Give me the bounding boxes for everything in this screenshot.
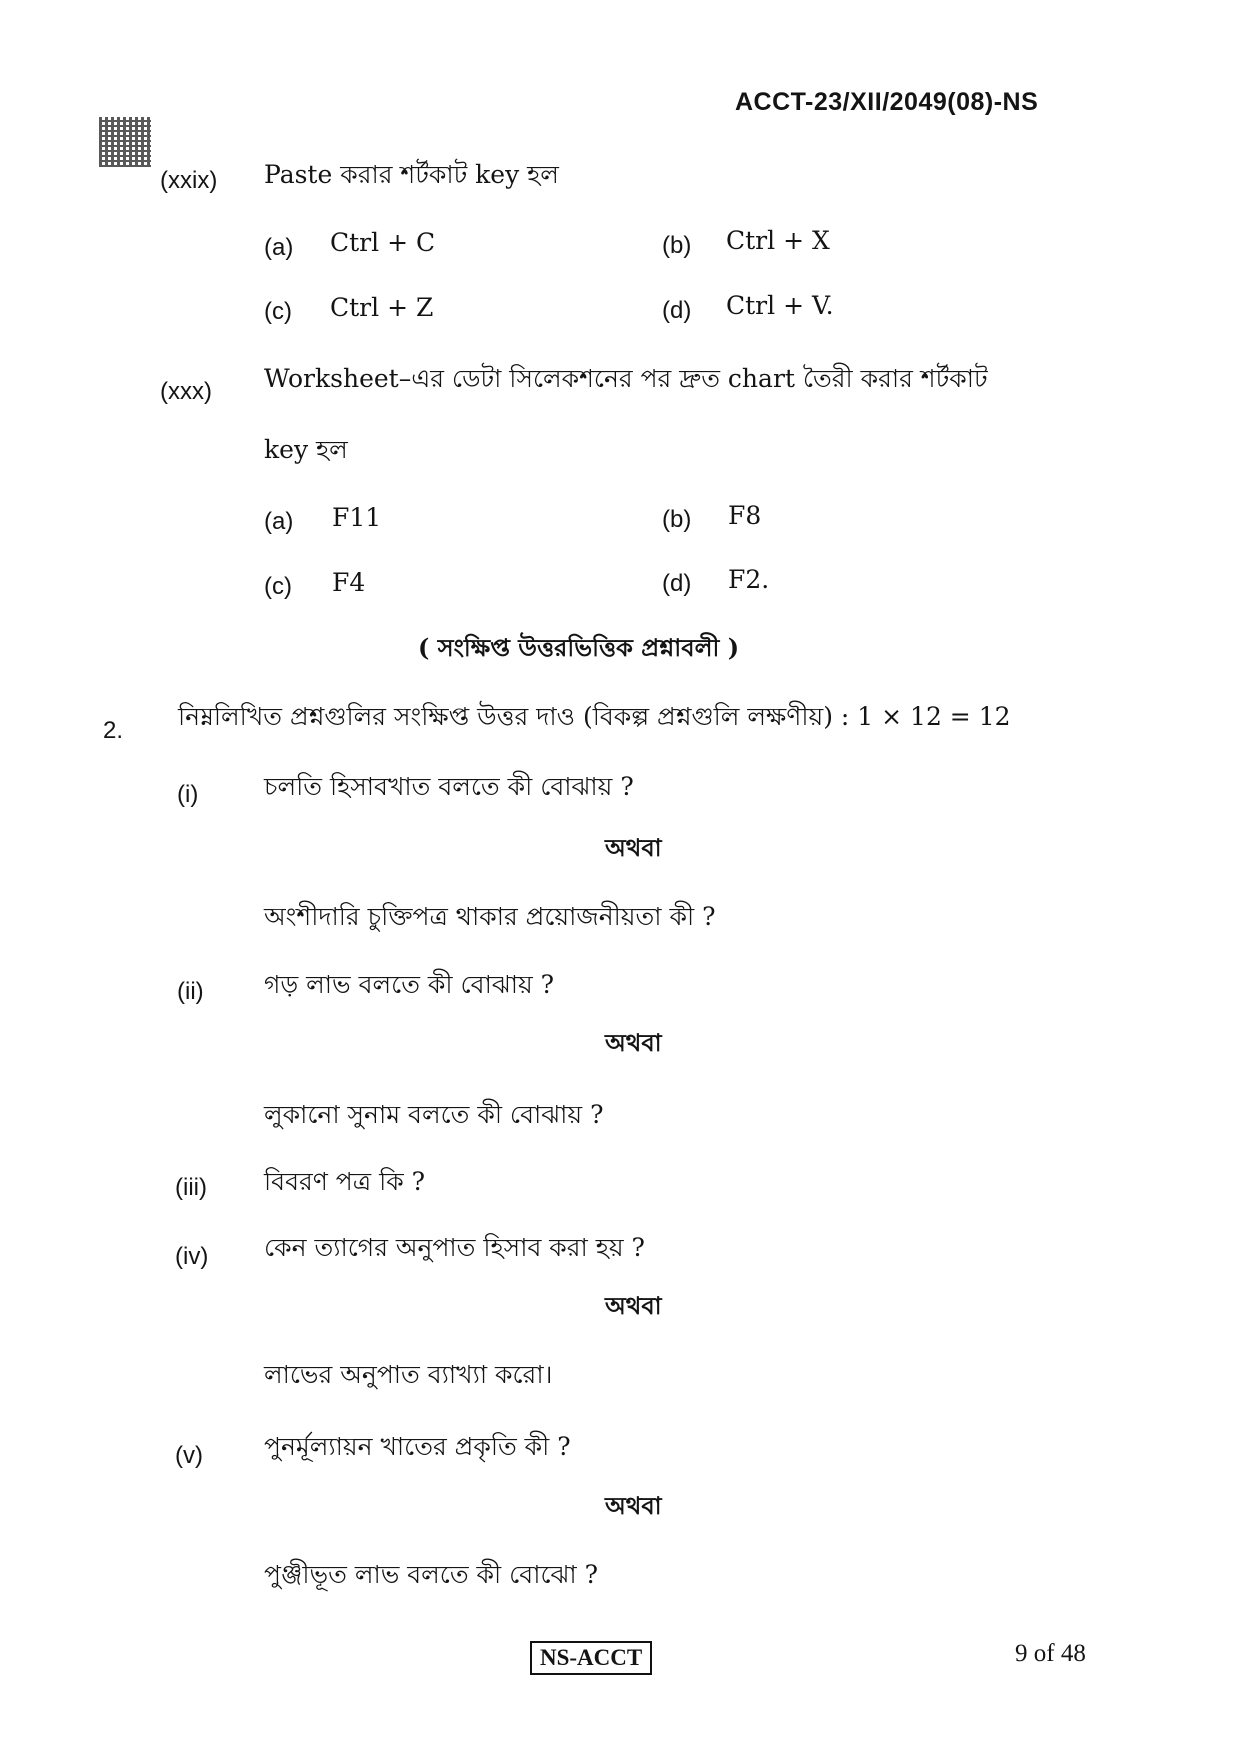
footer-subject-box: NS-ACCT [530, 1641, 652, 1675]
subquestion-number: (ii) [177, 978, 204, 1005]
question-number: (xxix) [160, 167, 218, 194]
option-text: Ctrl + V. [726, 291, 834, 320]
option-text: F8 [728, 501, 762, 530]
option-text: F4 [332, 568, 366, 597]
option-label: (d) [662, 297, 692, 324]
option-label: (c) [264, 573, 292, 600]
qr-code-icon [99, 117, 151, 167]
option-text: Ctrl + Z [330, 293, 434, 322]
or-label: অথবা [605, 833, 662, 862]
option-text: Ctrl + X [726, 226, 830, 255]
option-text: F2. [728, 565, 770, 594]
question-text: key হল [264, 435, 348, 464]
option-label: (c) [264, 298, 292, 325]
subquestion-alt-text: অংশীদারি চুক্তিপত্র থাকার প্রয়োজনীয়তা কী ? [264, 902, 716, 931]
option-label: (b) [662, 232, 692, 259]
subquestion-text: কেন ত্যাগের অনুপাত হিসাব করা হয় ? [264, 1233, 645, 1262]
option-label: (b) [662, 506, 692, 533]
option-label: (d) [662, 570, 692, 597]
question-text: Worksheet–এর ডেটা সিলেকশনের পর দ্রুত chart তৈরী করার শর্টকাট [264, 364, 988, 393]
subquestion-number: (i) [177, 781, 199, 808]
page-number: 9 of 48 [1015, 1640, 1086, 1667]
subquestion-text: চলতি হিসাবখাত বলতে কী বোঝায় ? [264, 772, 634, 801]
or-label: অথবা [605, 1028, 662, 1057]
subquestion-text: বিবরণ পত্র কি ? [264, 1167, 426, 1196]
subquestion-number: (iv) [175, 1243, 209, 1270]
option-label: (a) [264, 508, 294, 535]
question-text: Paste করার শর্টকাট key হল [264, 160, 559, 189]
subquestion-number: (iii) [175, 1174, 207, 1201]
paper-code: ACCT-23/XII/2049(08)-NS [735, 88, 1039, 116]
question-number: 2. [103, 717, 124, 744]
subquestion-text: গড় লাভ বলতে কী বোঝায় ? [264, 970, 555, 999]
section-heading: ( সংক্ষিপ্ত উত্তরভিত্তিক প্রশ্নাবলী ) [418, 633, 740, 662]
or-label: অথবা [605, 1491, 662, 1520]
subquestion-alt-text: পুঞ্জীভূত লাভ বলতে কী বোঝো ? [264, 1560, 599, 1589]
subquestion-number: (v) [175, 1442, 203, 1469]
question-instruction: নিম্নলিখিত প্রশ্নগুলির সংক্ষিপ্ত উত্তর দাও (বিকল্প প্রশ্নগুলি লক্ষণীয়) : 1 × 12 = 12 [178, 702, 1011, 731]
subquestion-text: পুনর্মূল্যায়ন খাতের প্রকৃতি কী ? [264, 1432, 571, 1461]
option-label: (a) [264, 234, 294, 261]
option-text: F11 [332, 503, 382, 532]
option-text: Ctrl + C [330, 228, 436, 257]
subquestion-alt-text: লাভের অনুপাত ব্যাখ্যা করো। [264, 1360, 553, 1389]
or-label: অথবা [605, 1291, 662, 1320]
subquestion-alt-text: লুকানো সুনাম বলতে কী বোঝায় ? [264, 1100, 604, 1129]
question-number: (xxx) [160, 378, 212, 405]
